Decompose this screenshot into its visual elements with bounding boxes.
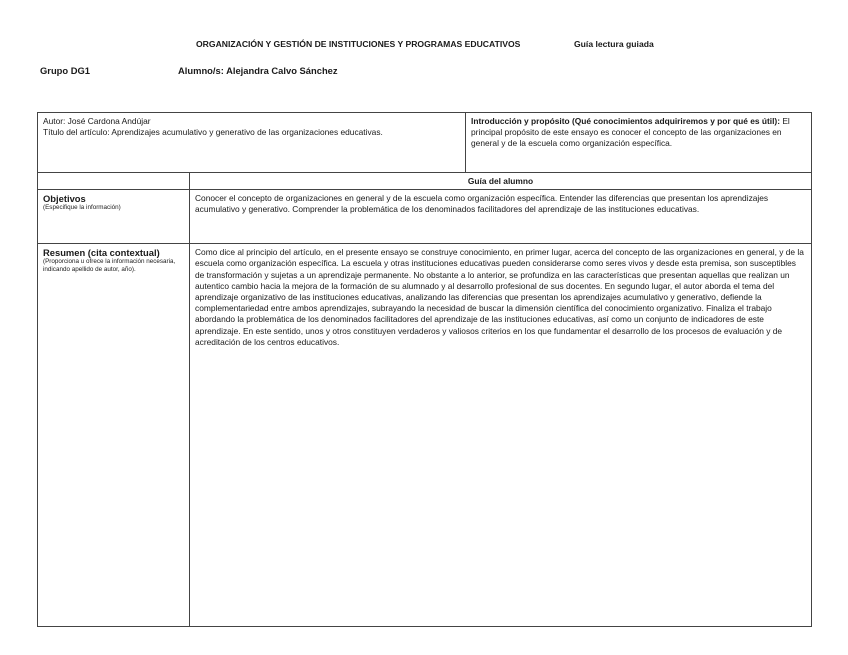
guide-label: Guía lectura guiada (574, 39, 654, 49)
objetivos-label: Objetivos (43, 193, 86, 205)
resumen-row (38, 244, 812, 627)
guide-column-header: Guía del alumno (190, 173, 812, 190)
intro-heading: Introducción y propósito (Qué conocimientos adquiriremos y por qué es útil): (471, 116, 780, 126)
intro-text: El principal propósito de este ensayo es conocer el concepto de las organizaciones en general y de la escuela como organización específica. (471, 116, 790, 149)
group-label: Grupo DG1 (40, 65, 91, 76)
objetivos-text: Conocer el concepto de organizaciones en general y de la escuela como organización específica. Entender las diferencias que presentan los aprendizajes acumulativo y generativo. Comprender la problemática de los denominados facilitadores del aprendizaje de las instituciones educativas. (190, 190, 812, 244)
article-info-row (38, 113, 812, 173)
article-info-cell (38, 113, 466, 173)
students-label: Alumno/s: Alejandra Calvo Sánchez (178, 65, 338, 76)
resumen-label-cell (38, 244, 190, 627)
objetivos-label-cell (38, 190, 190, 244)
resumen-text: Como dice al principio del artículo, en el presente ensayo se construye conocimiento, en primer lugar, acerca del concepto de las organizaciones en general, y de la escuela como organización específica. La escuela y otras instituciones educativas pueden considerarse como seres vivos y desde esta premisa, son susceptibles de transformación y sujetas a un aprendizaje permanente. No obstante a lo anterior, se profundiza en las características que presentan aquellas que realizan un autentico cambio hacia la mejora de la formación de su alumnado y al desarrollo profesional de sus docentes. En segundo lugar, el autor aborda el tema del aprendizaje organizativo de las instituciones educativas, analizando las diferencias que presentan los aprendizajes acumulativo y generativo, defiende la complementariedad entre ambos aprendizajes, subrayando la necesidad de buscar la dimensión científica del conocimiento organizativo. Finaliza el trabajo abordando la problemática de los denominados facilitadores del aprendizaje de las instituciones educativas, así como un conjunto de indicadores de este aprendizaje. En este sentido, unos y otros constituyen verdaderos y valiosos criterios en los que fundamentar el desarrollo de los procesos de evaluación y de acreditación de los centros educativos. (190, 244, 812, 627)
article-title: Título del artículo: Aprendizajes acumulativo y generativo de las organizaciones educativas. (43, 127, 383, 138)
resumen-label: Resumen (cita contextual) (43, 247, 160, 259)
article-author: Autor: José Cardona Andújar (43, 116, 151, 126)
guide-header-row (38, 173, 812, 190)
guide-header-empty-cell (38, 173, 190, 190)
reading-guide-table (37, 112, 812, 627)
intro-cell (466, 113, 812, 173)
course-title: ORGANIZACIÓN Y GESTIÓN DE INSTITUCIONES Y PROGRAMAS EDUCATIVOS (196, 39, 521, 49)
objetivos-hint: (Especifique la información) (43, 204, 121, 212)
resumen-hint: (Proporciona u ofrece la información necesaria, indicando apellido de autor, año). (43, 258, 176, 273)
objetivos-row (38, 190, 812, 244)
